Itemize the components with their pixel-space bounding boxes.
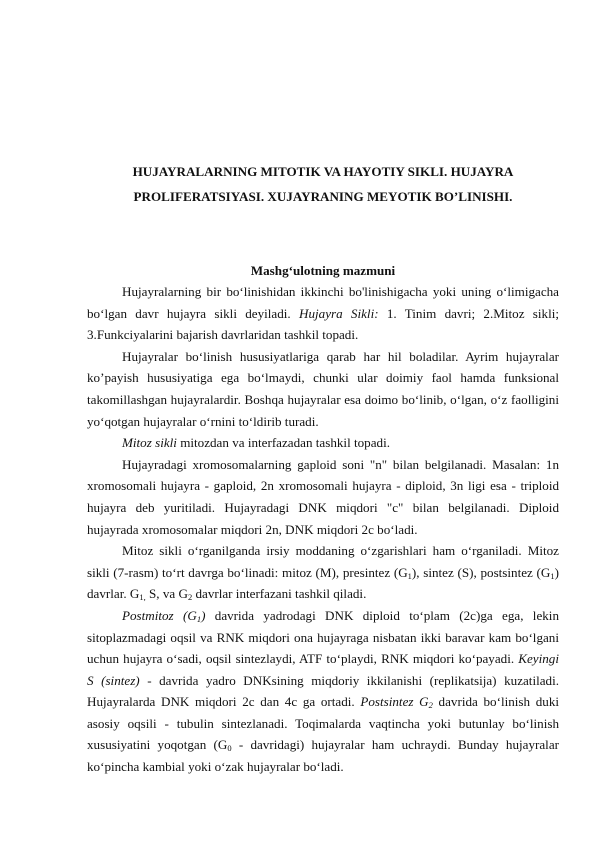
p1-rest: 1. Tinim davri; 2.Mitoz sikli; 3.Funkciyalarini bajarish davrlaridan tashkil topadi. <box>87 305 559 343</box>
p3-rest: mitozdan va interfazadan tashkil topadi. <box>176 435 390 451</box>
p6-italic-postmitoz <box>122 608 205 623</box>
p6-part-d: - davridagi) hujayralar ham uchraydi. Bunday hujayralar ko‘pincha kambial yoki o‘zak hujayralar bo‘ladi. <box>87 737 559 775</box>
p6-italic-sub: 1 <box>196 613 202 624</box>
p5-sub-3: 1, <box>139 592 146 603</box>
p5-part-e: davrlar interfazani tashkil qiladi. <box>192 586 367 602</box>
p6-italic3-sub: 2 <box>428 700 433 711</box>
p5-part-d: S, va G <box>145 586 188 602</box>
p6-part-b: - davrida yadro DNKsining miqdoriy ikkilanishi (replikatsija) kuzatiladi. Hujayralarda DNK miqdori 2c dan 4c ga ortadi. <box>87 672 559 710</box>
p6-italic-b: ) <box>201 607 206 623</box>
p6-italic-postsintez <box>360 694 433 709</box>
paragraph-1 <box>87 281 559 346</box>
p5-part-a: Mitoz sikli o‘rganilganda irsiy moddaning o‘zgarishlari ham o‘rganiladi. Mitoz sikli (7-rasm) to‘rt davrga bo‘linadi: mitoz (M), presintez (G <box>87 543 559 580</box>
paragraph-5 <box>87 540 559 605</box>
paragraph-4: Hujayradagi xromosomalarning gaploid soni "n" bilan belgilanadi. Masalan: 1n xromosomali hujayra - gaploid, 2n xromosomali hujayra - diploid, 3n ligi esa - triploid hujayra deb yuritiladi. Hujayradagi DNK miqdori "c" bilan belgilanadi. Diploid hujayrada xromosomalar miqdori 2n, DNK miqdori 2c bo‘ladi. <box>87 456 559 537</box>
p5-part-c: ) davrlar. G <box>87 564 559 602</box>
p6-italic-sintez: Keyingi S (sintez) <box>87 651 559 688</box>
p5-part-b: ), sintez (S), postsintez (G <box>411 564 551 580</box>
p1-text: Hujayralarning bir bo‘linishidan ikkinchi bo'linishigacha yoki uning o‘limigacha bo‘lgan davr hujayra sikli deyiladi. <box>87 284 559 321</box>
body-text <box>87 281 559 778</box>
section-heading: Mashg‘ulotning mazmuni <box>250 263 396 278</box>
p6-italic3-a: Postsintez G <box>360 694 429 710</box>
p5-sub-4: 2 <box>187 592 193 603</box>
p6-part-c: davrida bo‘linish duki asosiy oqsili - tubulin sintezlanadi. Toqimalarda vaqtincha yoki butunlay bo‘linish xususiyatini yoqotgan (G <box>87 694 559 753</box>
p5-sub-2: 1 <box>550 570 555 581</box>
paragraph-3 <box>87 432 559 454</box>
document-title <box>87 160 559 209</box>
title-line-2: PROLIFERATSIYASI. XUJAYRANING MEYOTIK BO’LINISHI. <box>133 188 513 204</box>
p6-sub-0: 0 <box>227 743 232 754</box>
p5-sub-1: 1 <box>407 570 412 581</box>
p6-italic-a: Postmitoz (G <box>122 607 197 623</box>
p3-italic: Mitoz sikli <box>122 435 177 451</box>
p6-part-a: davrida yadrodagi DNK diploid to‘plam (2c)ga ega, lekin sitoplazmadagi oqsil va RNK miqdori ona hujayraga nisbatan ikki baravar kam bo‘lgani uchun hujayra o‘sadi, oqsil sintezlaydi, ATF to‘playdi, RNK miqdori ko‘payadi. <box>87 607 559 667</box>
p1-italic: Hujayra Sikli: <box>299 305 379 321</box>
paragraph-2: Hujayralar bo‘linish hususiyatlariga qarab har hil boladilar. Ayrim hujayralar ko’payish hususiyatiga ega bo‘lmaydi, chunki ular doimiy faol hamda funksional takomillashgan hujayralardir. Boshqa hujayralar esa doimo bo‘linib, o‘lgan, o‘z faolligini yo‘qotgan hujayralar o‘rnini to‘ldirib turadi. <box>87 348 559 429</box>
paragraph-6 <box>87 605 559 778</box>
title-line-1: HUJAYRALARNING MITOTIK VA HAYOTIY SIKLI. HUJAYRA <box>132 164 514 179</box>
